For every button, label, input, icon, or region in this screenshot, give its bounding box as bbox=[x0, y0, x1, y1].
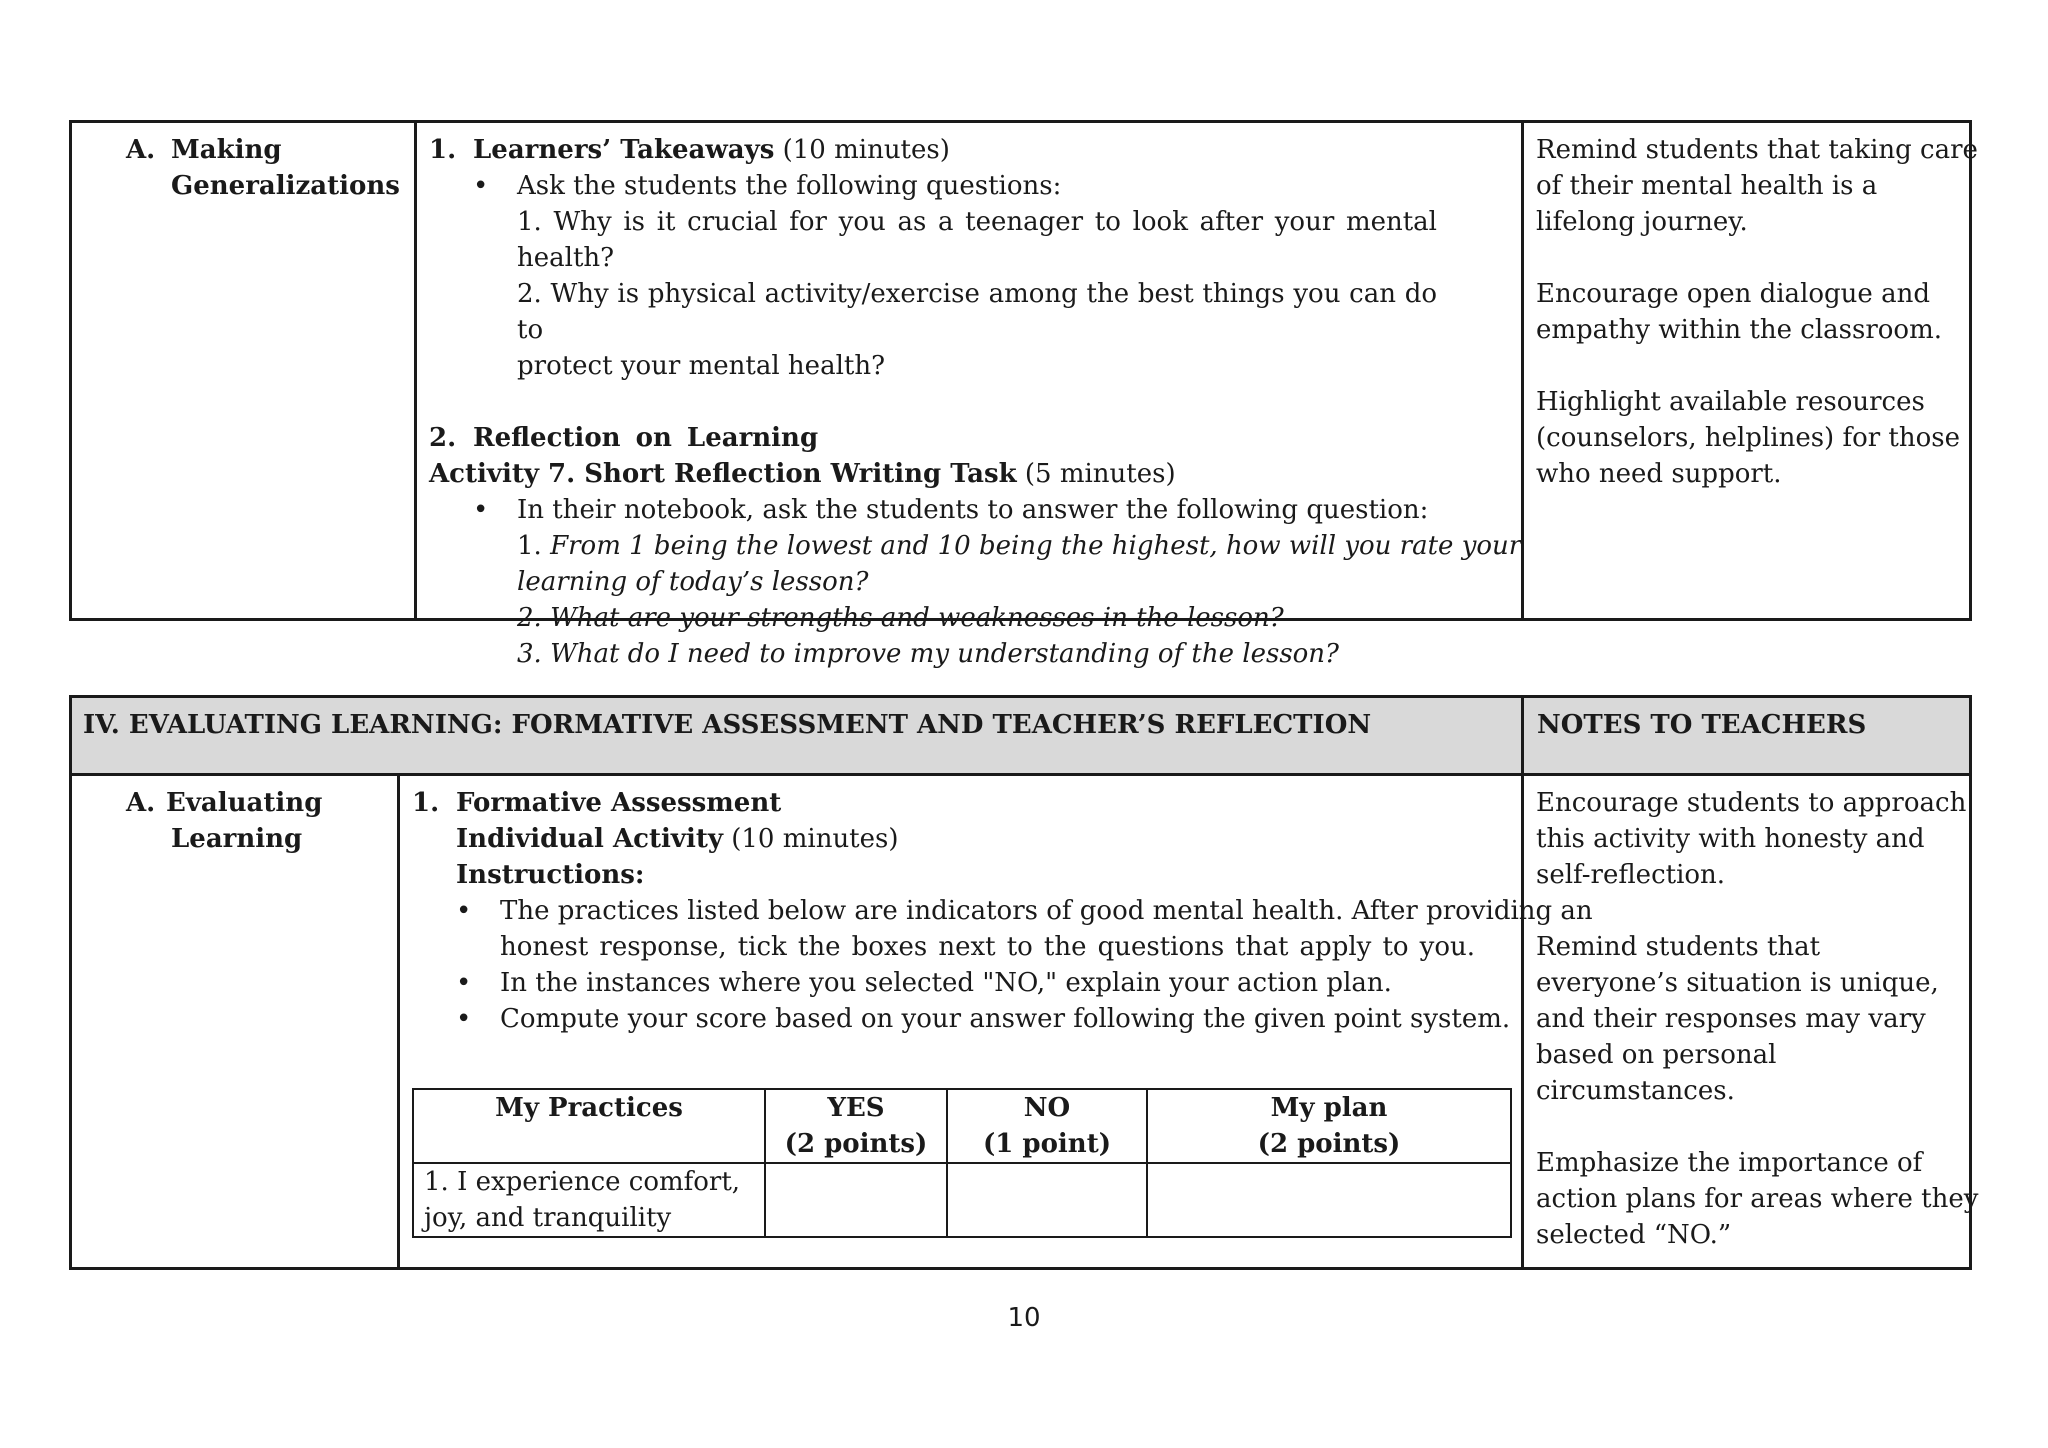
item2-number: 2. bbox=[429, 423, 457, 453]
header-text: NO bbox=[1023, 1093, 1071, 1123]
question-2-line1: 2. Why is physical activity/exercise among the best things you can do to bbox=[517, 279, 1437, 345]
table1-divider-left bbox=[414, 120, 417, 621]
label-line1: Evaluating bbox=[166, 788, 323, 818]
reflection-question-1-line2: learning of today’s lesson? bbox=[517, 567, 869, 597]
note-line: empathy within the classroom. bbox=[1536, 315, 1942, 345]
instruction-bullet-2 bbox=[456, 965, 1506, 1001]
takeaways-heading bbox=[429, 132, 1509, 168]
r1-line1: From 1 being the lowest and 10 being the highest, how will you rate your bbox=[550, 531, 1522, 561]
item1-time: (10 minutes) bbox=[782, 135, 950, 165]
bullet-icon: • bbox=[456, 896, 472, 926]
instructions-label: Instructions: bbox=[456, 860, 645, 890]
instruction-bullet-1-line2: honest response, tick the boxes next to the questions that apply to you. bbox=[500, 932, 1475, 962]
instruction-bullet-3 bbox=[456, 1001, 1511, 1037]
label-line2: Generalizations bbox=[171, 171, 400, 201]
reflection-question-2: 2. What are your strengths and weaknesses in the lesson? bbox=[517, 603, 1284, 633]
bullet-text: Compute your score based on your answer following the given point system. bbox=[500, 1004, 1511, 1034]
note-line: based on personal bbox=[1536, 1040, 1777, 1070]
evaluating-learning-label bbox=[126, 785, 386, 857]
reflection-question-3: 3. What do I need to improve my understanding of the lesson? bbox=[517, 639, 1339, 669]
reflection-bullet bbox=[429, 492, 1509, 528]
table2-left-bottom bbox=[69, 1267, 400, 1270]
activity7-heading bbox=[429, 456, 1509, 492]
r1-num: 1. bbox=[517, 531, 542, 561]
note-spacer bbox=[1536, 348, 1966, 384]
table2-header-divider bbox=[69, 773, 1972, 776]
table2-divider-right bbox=[1521, 695, 1524, 1270]
activity-title: Activity 7. Short Reflection Writing Task bbox=[429, 459, 1017, 489]
making-generalizations-label bbox=[126, 132, 406, 204]
label-prefix: A. bbox=[126, 788, 156, 818]
note-line: action plans for areas where they bbox=[1536, 1184, 1979, 1214]
header-points: (2 points) bbox=[1257, 1129, 1401, 1159]
item-title: Formative Assessment bbox=[456, 788, 782, 818]
header-no bbox=[947, 1089, 1147, 1163]
item1-title: Learners’ Takeaways bbox=[473, 135, 775, 165]
note-line: lifelong journey. bbox=[1536, 207, 1748, 237]
bullet-text: Ask the students the following questions: bbox=[517, 171, 1062, 201]
header-my-plan bbox=[1147, 1089, 1511, 1163]
reflection-heading bbox=[429, 420, 1509, 456]
note-line: Encourage open dialogue and bbox=[1536, 279, 1930, 309]
practice-cell bbox=[413, 1163, 765, 1237]
item2-title: Reflection on Learning bbox=[473, 423, 819, 453]
evaluating-content bbox=[412, 785, 1593, 1037]
bullet-icon: • bbox=[456, 968, 472, 998]
instruction-bullet-1 bbox=[456, 893, 1593, 929]
note-line: (counselors, helplines) for those bbox=[1536, 423, 1960, 453]
note-line: selected “NO.” bbox=[1536, 1220, 1732, 1250]
bullet-text: In their notebook, ask the students to answer the following question: bbox=[517, 495, 1429, 525]
item-number: 1. bbox=[412, 788, 440, 818]
note-spacer bbox=[1536, 893, 1966, 929]
header-text: My plan bbox=[1270, 1093, 1388, 1123]
note-line: circumstances. bbox=[1536, 1076, 1735, 1106]
note-line: Remind students that bbox=[1536, 932, 1821, 962]
practices-header-row bbox=[413, 1089, 1511, 1163]
notes-to-teachers-2 bbox=[1536, 785, 1979, 1253]
header-yes bbox=[765, 1089, 947, 1163]
notes-to-teachers-header: NOTES TO TEACHERS bbox=[1537, 710, 1867, 740]
note-spacer bbox=[1536, 240, 1966, 276]
label-prefix: A. bbox=[126, 135, 156, 165]
activity-time: (5 minutes) bbox=[1024, 459, 1176, 489]
generalizations-content bbox=[429, 132, 1522, 672]
activity-time: (10 minutes) bbox=[731, 824, 899, 854]
note-line: who need support. bbox=[1536, 459, 1782, 489]
bullet-icon: • bbox=[456, 1004, 472, 1034]
reflection-question-1 bbox=[517, 528, 1522, 564]
question-1: 1. Why is it crucial for you as a teenager to look after your mental health? bbox=[517, 207, 1437, 273]
note-line: Emphasize the importance of bbox=[1536, 1148, 1923, 1178]
note-line: and their responses may vary bbox=[1536, 1004, 1926, 1034]
note-line: Highlight available resources bbox=[1536, 387, 1925, 417]
no-checkbox-cell[interactable] bbox=[947, 1163, 1147, 1237]
practice-line1: 1. I experience comfort, bbox=[424, 1167, 741, 1197]
header-my-practices bbox=[413, 1089, 765, 1163]
activity-title: Individual Activity bbox=[456, 824, 723, 854]
yes-checkbox-cell[interactable] bbox=[765, 1163, 947, 1237]
my-plan-cell[interactable] bbox=[1147, 1163, 1511, 1237]
note-line: self-reflection. bbox=[1536, 860, 1726, 890]
note-line: this activity with honesty and bbox=[1536, 824, 1925, 854]
table-row bbox=[413, 1163, 1511, 1237]
notes-to-teachers-1 bbox=[1536, 132, 1978, 492]
table1-divider-right bbox=[1521, 120, 1524, 621]
table2-divider-left bbox=[397, 773, 400, 1270]
note-line: Encourage students to approach bbox=[1536, 788, 1967, 818]
note-line: of their mental health is a bbox=[1536, 171, 1878, 201]
practices-table bbox=[412, 1088, 1512, 1238]
note-line: everyone’s situation is unique, bbox=[1536, 968, 1939, 998]
bullet-text: The practices listed below are indicators of good mental health. After providing an bbox=[500, 896, 1593, 926]
header-points: (1 point) bbox=[982, 1129, 1112, 1159]
header-points: (2 points) bbox=[784, 1129, 928, 1159]
bullet-icon: • bbox=[473, 495, 489, 525]
header-text: My Practices bbox=[495, 1093, 683, 1123]
note-spacer bbox=[1536, 1109, 1966, 1145]
individual-activity-heading bbox=[412, 821, 1512, 857]
label-line1: Making bbox=[171, 135, 282, 165]
note-line: Remind students that taking care bbox=[1536, 135, 1978, 165]
takeaways-bullet bbox=[429, 168, 1509, 204]
page-number: 10 bbox=[1007, 1303, 1041, 1333]
section-iv-title: IV. EVALUATING LEARNING: FORMATIVE ASSESSMENT AND TEACHER’S REFLECTION bbox=[83, 710, 1372, 740]
bullet-icon: • bbox=[473, 171, 489, 201]
header-text: YES bbox=[827, 1093, 885, 1123]
bullet-text: In the instances where you selected "NO," explain your action plan. bbox=[500, 968, 1392, 998]
question-2-line2: protect your mental health? bbox=[517, 351, 886, 381]
item1-number: 1. bbox=[429, 135, 457, 165]
label-line2: Learning bbox=[171, 824, 303, 854]
practice-line2: joy, and tranquility bbox=[424, 1203, 672, 1233]
formative-assessment-heading bbox=[412, 785, 1512, 821]
